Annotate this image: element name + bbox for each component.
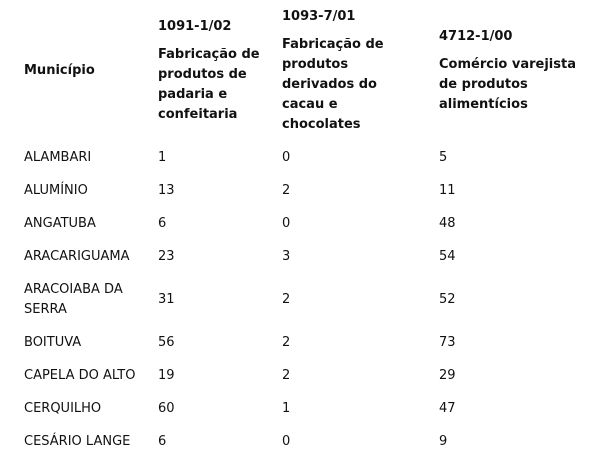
cell-value: 29 bbox=[439, 367, 456, 383]
header-label: Fabricação de produtos derivados do cacau e chocolates bbox=[282, 36, 384, 132]
cell-value: 0 bbox=[282, 149, 291, 165]
cell-value: 6 bbox=[158, 433, 167, 449]
header-4712 bbox=[429, 0, 589, 141]
cell-municipio: ANGATUBA bbox=[24, 215, 96, 231]
municipality-table bbox=[14, 0, 589, 458]
header-label: Comércio varejista de produtos alimentícios bbox=[439, 56, 576, 112]
cell-value: 23 bbox=[158, 248, 175, 264]
cell-value: 5 bbox=[439, 149, 448, 165]
header-1091 bbox=[148, 0, 272, 141]
cell-value: 9 bbox=[439, 433, 448, 449]
cell-value: 0 bbox=[282, 433, 291, 449]
table-row bbox=[14, 273, 589, 326]
cell-value: 56 bbox=[158, 334, 175, 350]
cell-municipio: BOITUVA bbox=[24, 334, 82, 350]
cell-value: 48 bbox=[439, 215, 456, 231]
table-row bbox=[14, 240, 589, 273]
cell-value: 60 bbox=[158, 400, 175, 416]
cell-municipio: CAPELA DO ALTO bbox=[24, 367, 136, 383]
cell-value: 2 bbox=[282, 182, 291, 198]
cell-value: 6 bbox=[158, 215, 167, 231]
cell-value: 31 bbox=[158, 291, 175, 307]
cell-value: 2 bbox=[282, 367, 291, 383]
cell-municipio: ALUMÍNIO bbox=[24, 182, 88, 198]
cell-value: 54 bbox=[439, 248, 456, 264]
header-label: Município bbox=[24, 62, 95, 78]
table-row bbox=[14, 141, 589, 174]
table-row bbox=[14, 392, 589, 425]
table-row bbox=[14, 359, 589, 392]
cell-municipio: ARACARIGUAMA bbox=[24, 248, 130, 264]
table-row bbox=[14, 425, 589, 458]
cell-value: 13 bbox=[158, 182, 175, 198]
cell-value: 3 bbox=[282, 248, 291, 264]
cell-municipio: ARACOIABA DA SERRA bbox=[24, 281, 123, 317]
cell-value: 52 bbox=[439, 291, 456, 307]
header-code: 1093-7/01 bbox=[282, 8, 356, 24]
table-row bbox=[14, 207, 589, 240]
cell-value: 0 bbox=[282, 215, 291, 231]
table-row bbox=[14, 326, 589, 359]
cell-value: 1 bbox=[282, 400, 291, 416]
header-label: Fabricação de produtos de padaria e confeitaria bbox=[158, 46, 260, 122]
header-code: 4712-1/00 bbox=[439, 28, 513, 44]
table-row bbox=[14, 174, 589, 207]
cell-value: 1 bbox=[158, 149, 167, 165]
cell-value: 2 bbox=[282, 334, 291, 350]
cell-municipio: CERQUILHO bbox=[24, 400, 102, 416]
cell-municipio: CESÁRIO LANGE bbox=[24, 433, 131, 449]
header-1093 bbox=[272, 0, 429, 141]
cell-value: 47 bbox=[439, 400, 456, 416]
cell-value: 2 bbox=[282, 291, 291, 307]
cell-value: 19 bbox=[158, 367, 175, 383]
header-code: 1091-1/02 bbox=[158, 18, 232, 34]
cell-value: 73 bbox=[439, 334, 456, 350]
table-header-row bbox=[14, 0, 589, 141]
cell-value: 11 bbox=[439, 182, 456, 198]
cell-municipio: ALAMBARI bbox=[24, 149, 92, 165]
header-municipio bbox=[14, 0, 148, 141]
